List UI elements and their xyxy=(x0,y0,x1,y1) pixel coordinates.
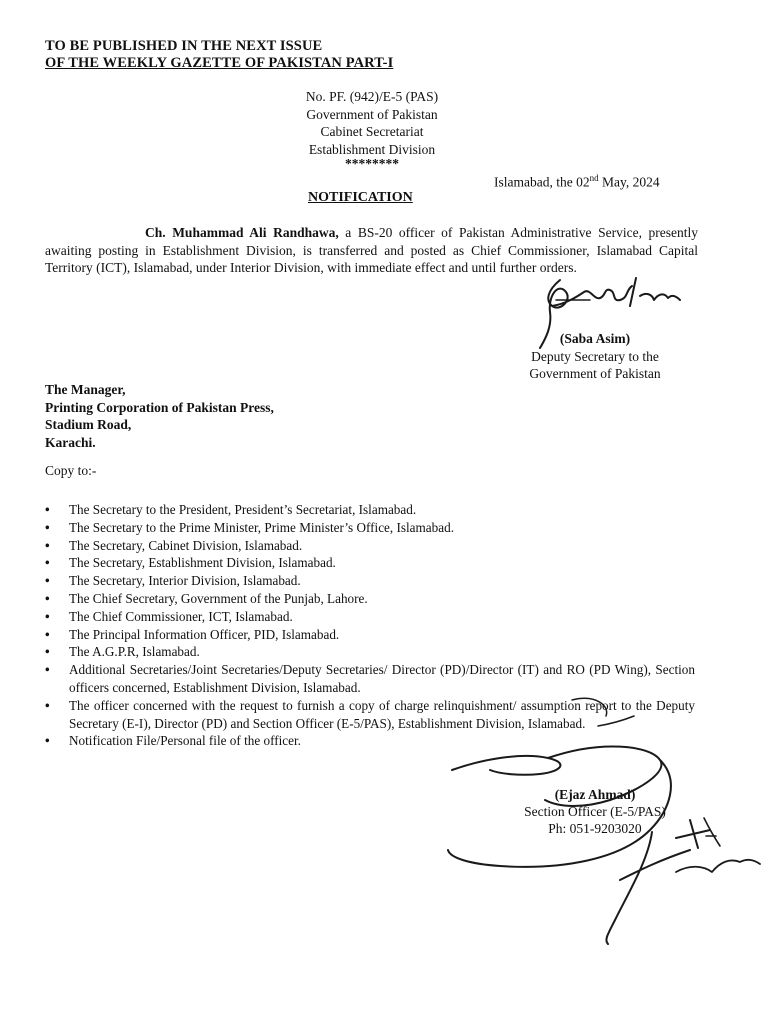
addressee-line-3: Stadium Road, xyxy=(45,417,132,432)
gazette-header-line-2: OF THE WEEKLY GAZETTE OF PAKISTAN PART-I xyxy=(45,55,394,71)
separator-stars: ******** xyxy=(345,156,399,171)
list-item: • The Secretary to the President, President’s Secretariat, Islamabad. xyxy=(45,501,695,519)
secretariat-name: Cabinet Secretariat xyxy=(320,124,424,139)
officer-name: Ch. Muhammad Ali Randhawa, xyxy=(145,225,339,240)
signatory-designation-2: Government of Pakistan xyxy=(529,366,661,381)
signatory-block xyxy=(500,330,690,383)
date-rest: May, 2024 xyxy=(598,174,660,190)
body-text: a BS-20 officer of Pakistan Administrative Service, presently awaiting posting in Establishment Division, is transferred and posted as Chief Commissioner, Islamabad Capital Territory (ICT), Islamabad, under Interior Division, with immediate effect and until further orders. xyxy=(45,225,698,275)
list-item: • The officer concerned with the request to furnish a copy of charge relinquishment/ assumption report to the Deputy Secretary (E-I), Director (PD) and Section Officer (E-5/PAS), Establishment Division, Islamabad. xyxy=(45,697,695,733)
addressee-block xyxy=(45,381,274,451)
list-item: • The Secretary, Interior Division, Islamabad. xyxy=(45,572,695,590)
list-item: • The A.G.P.R, Islamabad. xyxy=(45,643,695,661)
list-item: • The Secretary, Cabinet Division, Islamabad. xyxy=(45,537,695,555)
copy-to-list xyxy=(45,501,695,750)
section-officer-block xyxy=(500,786,690,837)
gazette-header-line-1: TO BE PUBLISHED IN THE NEXT ISSUE xyxy=(45,38,323,54)
issue-date xyxy=(494,173,660,191)
list-item: • The Chief Secretary, Government of the Punjab, Lahore. xyxy=(45,590,695,608)
government-name: Government of Pakistan xyxy=(306,106,438,122)
reference-block xyxy=(250,88,494,170)
addressee-line-2: Printing Corporation of Pakistan Press, xyxy=(45,399,274,415)
list-item: • The Secretary, Establishment Division, Islamabad. xyxy=(45,554,695,572)
addressee-line-4: Karachi. xyxy=(45,434,96,450)
section-officer-name: (Ejaz Ahmad) xyxy=(554,787,636,802)
section-officer-designation: Section Officer (E-5/PAS) xyxy=(524,804,666,819)
signatory-name: (Saba Asim) xyxy=(559,331,631,346)
list-item: • The Secretary to the Prime Minister, Prime Minister’s Office, Islamabad. xyxy=(45,519,695,537)
signatory-designation-1: Deputy Secretary to the xyxy=(531,348,659,364)
notification-title: NOTIFICATION xyxy=(308,190,413,205)
list-item: • Additional Secretaries/Joint Secretaries/Deputy Secretaries/ Director (PD)/Director (IT) and RO (PD Wing), Section officers concerned, Establishment Division, Islamabad. xyxy=(45,661,695,697)
addressee-line-1: The Manager, xyxy=(45,382,126,397)
date-prefix: Islamabad, the 02 xyxy=(494,174,590,190)
signature-section-officer xyxy=(448,746,710,944)
division-name: Establishment Division xyxy=(308,141,436,157)
section-officer-phone: Ph: 051-9203020 xyxy=(548,821,642,836)
list-item: • The Principal Information Officer, PID, Islamabad. xyxy=(45,626,695,644)
date-suffix: nd xyxy=(589,173,599,183)
notification-body xyxy=(45,224,698,277)
copy-to-label: Copy to:- xyxy=(45,463,97,478)
list-item: • The Chief Commissioner, ICT, Islamabad. xyxy=(45,608,695,626)
list-item: • Notification File/Personal file of the officer. xyxy=(45,732,695,750)
reference-number: No. PF. (942)/E-5 (PAS) xyxy=(305,89,439,104)
